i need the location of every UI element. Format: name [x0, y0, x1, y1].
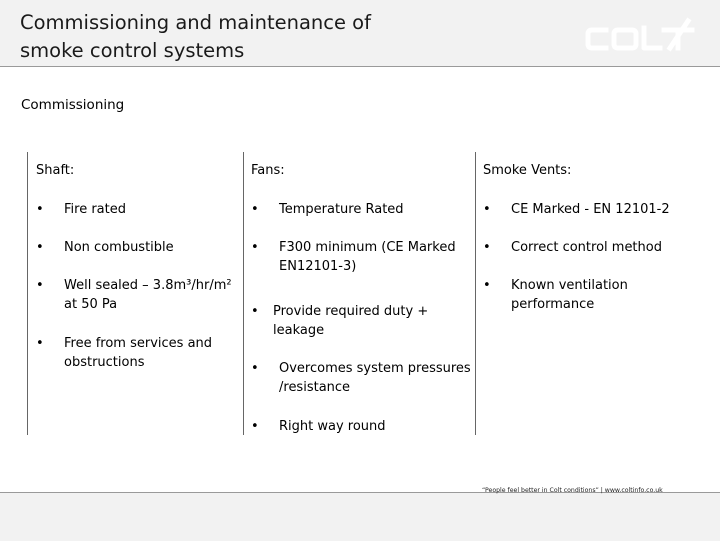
- logo-text: COLT: [584, 17, 587, 18]
- list-item-text: [273, 302, 473, 340]
- footer-tagline: “People feel better in Colt conditions” | www.coltinfo.co.uk: [482, 487, 663, 494]
- list-item-line: Well sealed – 3.8m³/hr/m²: [64, 278, 232, 293]
- list-item-line: Free from services and: [64, 336, 213, 351]
- list-item-text: Non combustible: [64, 240, 174, 255]
- list-item-text: Fire rated: [64, 202, 126, 217]
- bullet: •: [251, 202, 259, 217]
- list-item-line: at 50 Pa: [64, 297, 118, 312]
- list-item-line: EN12101-3): [279, 259, 357, 274]
- slide-footer: [0, 492, 720, 541]
- list-item-line: performance: [511, 297, 595, 312]
- bullet: •: [251, 240, 259, 255]
- list-item-line: Known ventilation: [511, 278, 628, 293]
- bullet: •: [251, 361, 259, 376]
- list-item-text: [64, 334, 264, 372]
- list-item-text: Temperature Rated: [279, 202, 404, 217]
- bullet: •: [36, 278, 44, 293]
- bullet: •: [251, 304, 259, 319]
- fans-column: [251, 0, 473, 540]
- title-line-1: Commissioning and maintenance of: [20, 11, 371, 34]
- bullet: •: [483, 240, 491, 255]
- list-item-text: [511, 276, 701, 314]
- list-item-text: [64, 276, 264, 314]
- list-item-text: CE Marked - EN 12101-2: [511, 202, 670, 217]
- list-item-text: Right way round: [279, 419, 386, 434]
- bullet: •: [36, 202, 44, 217]
- smoke-vents-heading: Smoke Vents:: [483, 163, 572, 178]
- list-item-line: /resistance: [279, 380, 351, 395]
- shaft-heading: Shaft:: [36, 163, 75, 178]
- smoke-vents-column: [483, 0, 703, 540]
- list-item-text: [279, 359, 479, 397]
- list-item-line: Provide required duty +: [273, 304, 429, 319]
- list-item-line: Overcomes system pressures: [279, 361, 471, 376]
- section-heading: Commissioning: [21, 97, 125, 113]
- title-line-2: smoke control systems: [20, 39, 245, 62]
- bullet: •: [251, 419, 259, 434]
- fans-heading: Fans:: [251, 163, 285, 178]
- bullet: •: [483, 202, 491, 217]
- list-item-text: Correct control method: [511, 240, 662, 255]
- list-item-text: [279, 238, 479, 276]
- list-item-line: leakage: [273, 323, 325, 338]
- bullet: •: [36, 336, 44, 351]
- list-item-line: F300 minimum (CE Marked: [279, 240, 456, 255]
- bullet: •: [483, 278, 491, 293]
- list-item-line: obstructions: [64, 355, 145, 370]
- bullet: •: [36, 240, 44, 255]
- shaft-column: [36, 0, 241, 540]
- divider-left: [27, 152, 28, 435]
